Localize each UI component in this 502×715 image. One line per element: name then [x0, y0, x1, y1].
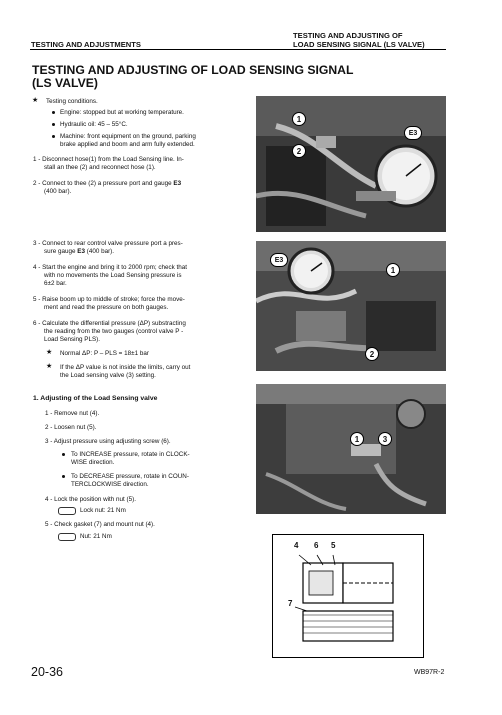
- limits-note-line1: If the ΔP value is not inside the limits, carry out: [60, 364, 191, 371]
- diagram-label-7: 7: [288, 599, 293, 608]
- page-number: 20-36: [31, 665, 63, 679]
- callout-e3: E3: [404, 126, 422, 140]
- adjust-heading: 1. Adjusting of the Load Sensing valve: [33, 395, 158, 402]
- condition-item: Machine: front equipment on the ground, parking: [60, 133, 196, 140]
- page-title-line2: (LS VALVE): [32, 76, 98, 90]
- callout-2: 2: [365, 347, 379, 361]
- callout-e3: E3: [270, 253, 288, 267]
- callout-2: 2: [292, 144, 306, 158]
- step-6-line3: Load Sensing PLS).: [44, 336, 101, 343]
- ls-valve-diagram: [272, 534, 424, 658]
- torque-lock-nut: Lock nut: 21 Nm: [80, 507, 126, 514]
- diagram-drawing: [273, 535, 423, 657]
- adjust-step-5: 5 - Check gasket (7) and mount nut (4).: [45, 521, 155, 528]
- step-1-line1: 1 - Disconnect hose(1) from the Load Sensing line. In-: [33, 156, 184, 163]
- bullet-dot: [62, 453, 65, 456]
- decrease-line2: TERCLOCKWISE direction.: [71, 481, 149, 488]
- page-title-line1: TESTING AND ADJUSTING OF LOAD SENSING SIGNAL: [32, 63, 354, 77]
- star-bullet: ★: [46, 363, 53, 370]
- page-title: [32, 64, 372, 90]
- photo-ls-line-connection: [256, 96, 446, 232]
- adjust-step-2: 2 - Loosen nut (5).: [45, 424, 97, 431]
- diagram-label-4: 4: [294, 541, 299, 550]
- callout-1: 1: [386, 263, 400, 277]
- step-6-line2: the reading from the two gauges (control valve P -: [44, 328, 184, 335]
- header-divider: [30, 49, 446, 50]
- step-4-line3: 6±2 bar.: [44, 280, 67, 287]
- step-2-text: 2 - Connect to thee (2) a pressure port and gauge: [33, 180, 174, 187]
- star-bullet: ★: [32, 97, 39, 104]
- photo-3-illustration: [256, 384, 446, 514]
- step-5-line1: 5 - Raise boom up to middle of stroke; force the move-: [33, 296, 185, 303]
- step-4-line2: with no movements the Load Sensing pressure is: [44, 272, 182, 279]
- diagram-label-6: 6: [314, 541, 319, 550]
- photo-ls-valve: [256, 384, 446, 514]
- step-3-line1: 3 - Connect to rear control valve pressure port a pres-: [33, 240, 183, 247]
- bullet-dot: [52, 135, 55, 138]
- step-6-line1: 6 - Calculate the differential pressure (ΔP) substracting: [33, 320, 186, 327]
- torque-nut: Nut: 21 Nm: [80, 533, 112, 540]
- header-right-line2: LOAD SENSING SIGNAL (LS VALVE): [293, 40, 425, 49]
- increase-line1: To INCREASE pressure, rotate in CLOCK-: [71, 451, 190, 458]
- condition-item: brake applied and boom and arm fully extended.: [60, 141, 195, 148]
- normal-dp-note: Normal ΔP: P – PLS = 18±1 bar: [60, 350, 149, 357]
- adjust-step-4: 4 - Lock the position with nut (5).: [45, 496, 137, 503]
- step-3-text: sure gauge: [44, 248, 78, 255]
- limits-note-line2: the Load sensing valve (3) setting.: [60, 372, 156, 379]
- step-4-line1: 4 - Start the engine and bring it to 2000 rpm; check that: [33, 264, 188, 271]
- step-3-line2: [44, 248, 114, 256]
- adjust-step-1: 1 - Remove nut (4).: [45, 410, 100, 417]
- step-2-line1: [33, 180, 181, 188]
- photo-control-valve-gauge: [256, 241, 446, 371]
- bullet-dot: [52, 123, 55, 126]
- step-2-line2: (400 bar).: [44, 188, 72, 195]
- gauge-label: E3: [77, 248, 85, 255]
- step-5-line2: ment and read the pressure on both gauges.: [44, 304, 169, 311]
- torque-wrench-icon: [58, 533, 76, 541]
- torque-wrench-icon: [58, 507, 76, 515]
- diagram-label-5: 5: [331, 541, 336, 550]
- adjust-step-3: 3 - Adjust pressure using adjusting screw (6).: [45, 438, 171, 445]
- callout-1: 1: [292, 112, 306, 126]
- decrease-line1: To DECREASE pressure, rotate in COUN-: [71, 473, 189, 480]
- step-3-text-end: (400 bar).: [84, 248, 115, 255]
- bullet-dot: [62, 475, 65, 478]
- star-bullet: ★: [46, 349, 53, 356]
- condition-item: Hydraulic oil: 45 – 55°C.: [60, 121, 128, 128]
- bullet-dot: [52, 111, 55, 114]
- gauge-label: E3: [173, 180, 182, 187]
- header-right-line1: TESTING AND ADJUSTING OF: [293, 31, 403, 40]
- model-code: WB97R-2: [414, 669, 445, 676]
- header-left: TESTING AND ADJUSTMENTS: [31, 40, 141, 49]
- conditions-heading: Testing conditions.: [46, 98, 98, 105]
- increase-line2: WISE direction.: [71, 459, 115, 466]
- photo-1-illustration: [256, 96, 446, 232]
- condition-item: Engine: stopped but at working temperature.: [60, 109, 184, 116]
- callout-3: 3: [378, 432, 392, 446]
- step-1-line2: stall an thee (2) and reconnect hose (1).: [44, 164, 156, 171]
- callout-1: 1: [350, 432, 364, 446]
